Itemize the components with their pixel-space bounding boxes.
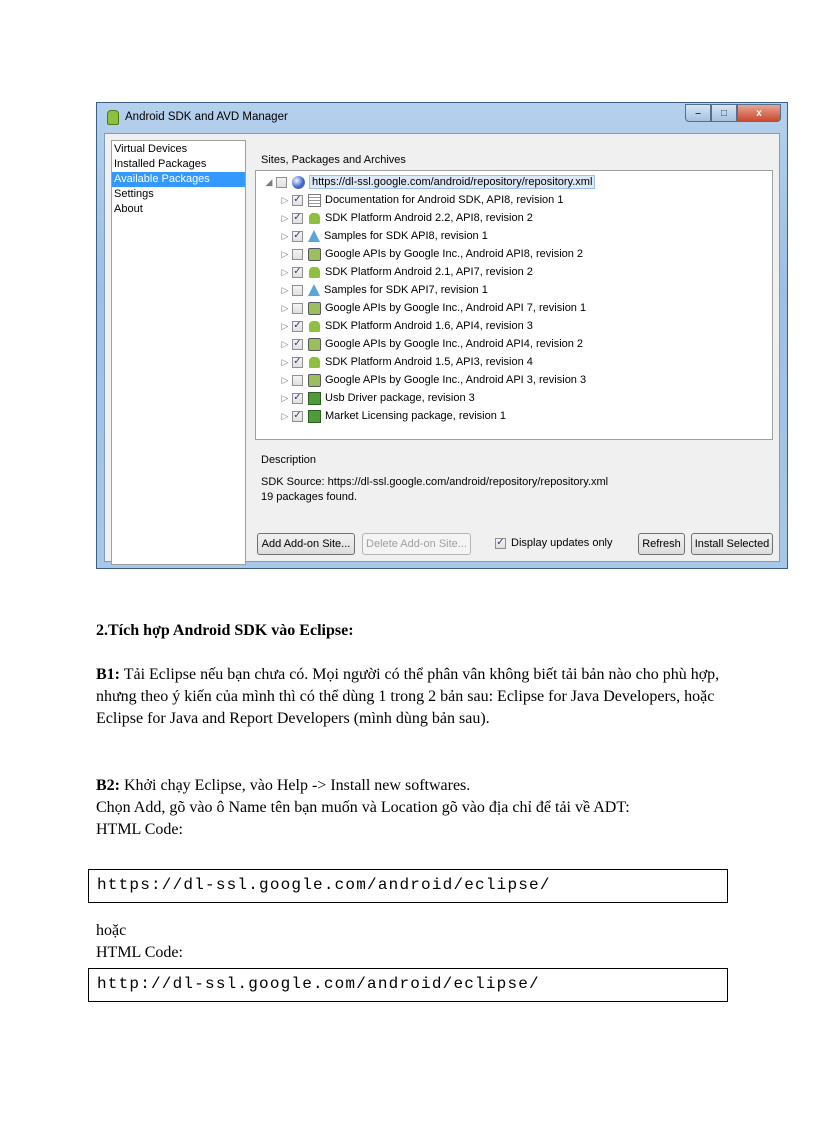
package-checkbox[interactable]: ✓ [293,212,302,223]
nav-list [111,140,246,565]
step-1-text: Tải Eclipse nếu bạn chưa có. Mọi người có thể phân vân không biết tải bản nào cho phù hợp, nhưng theo ý kiến của mình thì có thể dùng 1 trong 2 bản sau: Eclipse for Java Developers, hoặc Eclipse for Java and Report Developers (mình dùng bản sau). [96,666,720,727]
step-1-paragraph [96,664,746,730]
expand-icon[interactable]: ▷ [281,410,289,421]
package-label: Documentation for Android SDK, API8, revision 1 [325,194,564,206]
nav-item-installed-packages[interactable]: Installed Packages [114,158,207,170]
package-checkbox[interactable] [292,249,303,260]
section-heading: 2.Tích hợp Android SDK vào Eclipse: [96,622,354,639]
description-label: Description [261,454,317,466]
package-label: SDK Platform Android 2.1, API7, revision 2 [325,266,533,278]
step-2-label: B2: [96,777,120,794]
tree-root-row[interactable] [262,173,595,191]
step-2-paragraph [96,775,746,841]
expand-icon[interactable]: ▷ [281,392,289,403]
package-row[interactable] [278,227,488,245]
package-row[interactable] [278,407,506,425]
display-updates-checkbox[interactable]: ✓ [496,537,505,548]
action-bar [255,533,781,557]
package-row[interactable] [278,281,488,299]
description-text [261,475,608,505]
package-row[interactable] [278,263,533,281]
title-bar[interactable] [97,103,787,131]
package-row[interactable] [278,335,583,353]
expand-icon[interactable]: ▷ [281,230,289,241]
package-row[interactable] [278,371,586,389]
android-icon [309,212,320,223]
android-icon [309,266,320,277]
alternate-paragraph [96,920,746,964]
package-row[interactable] [278,353,533,371]
package-label: Google APIs by Google Inc., Android API8, revision 2 [325,248,584,260]
package-checkbox[interactable] [292,303,303,314]
package-checkbox[interactable]: ✓ [293,338,302,349]
add-addon-site-button[interactable]: Add Add-on Site... [257,533,355,555]
document-icon [308,194,321,207]
display-updates-toggle[interactable] [495,537,613,549]
step-1-label: B1: [96,666,120,683]
package-row[interactable] [278,209,533,227]
html-code-label-1: HTML Code: [96,821,183,838]
expand-icon[interactable]: ▷ [281,212,289,223]
package-row[interactable] [278,191,563,209]
nav-item-about[interactable]: About [114,203,143,215]
window-client [104,133,780,562]
window-controls [685,104,781,122]
package-label: Samples for SDK API7, revision 1 [324,284,488,296]
package-icon [308,410,321,423]
package-row[interactable] [278,317,533,335]
expand-icon[interactable]: ▷ [281,194,289,205]
package-checkbox[interactable]: ✓ [293,194,302,205]
or-text: hoặc [96,922,127,939]
root-checkbox[interactable] [276,177,287,188]
expand-icon[interactable]: ▷ [281,284,289,295]
package-checkbox[interactable]: ✓ [293,230,302,241]
package-label: Google APIs by Google Inc., Android API 7, revision 1 [325,302,587,314]
nav-item-virtual-devices[interactable]: Virtual Devices [114,143,188,155]
nav-item-available-packages[interactable]: Available Packages [112,172,245,187]
package-checkbox[interactable]: ✓ [293,266,302,277]
package-row[interactable] [278,245,583,263]
step-2-line-2: Chọn Add, gõ vào ô Name tên bạn muốn và Location gõ vào địa chỉ để tải về ADT: [96,799,630,816]
collapse-icon[interactable]: ◢ [265,176,273,187]
expand-icon[interactable]: ▷ [281,356,289,367]
package-checkbox[interactable] [292,375,303,386]
install-selected-button[interactable]: Install Selected [691,533,773,555]
expand-icon[interactable]: ▷ [281,266,289,277]
globe-icon [292,176,305,189]
display-updates-label: Display updates only [511,537,613,549]
google-api-icon [308,374,321,387]
package-checkbox[interactable]: ✓ [293,410,302,421]
android-app-icon [107,110,119,125]
refresh-button[interactable]: Refresh [638,533,685,555]
root-label: https://dl-ssl.google.com/android/repository/repository.xml [309,175,595,189]
sdk-source-text: SDK Source: https://dl-ssl.google.com/android/repository/repository.xml [261,476,609,488]
flask-icon [308,284,320,296]
package-icon [308,392,321,405]
package-label: Google APIs by Google Inc., Android API4, revision 2 [325,338,584,350]
sdk-manager-window [96,102,788,569]
package-label: Usb Driver package, revision 3 [325,392,475,404]
google-api-icon [308,338,321,351]
expand-icon[interactable]: ▷ [281,374,289,385]
package-label: SDK Platform Android 1.5, API3, revision 4 [325,356,533,368]
package-label: Samples for SDK API8, revision 1 [324,230,488,242]
nav-item-settings[interactable]: Settings [114,188,154,200]
code-block-2[interactable]: http://dl-ssl.google.com/android/eclipse/ [88,968,728,1002]
package-tree[interactable] [255,170,773,440]
flask-icon [308,230,320,242]
expand-icon[interactable]: ▷ [281,302,289,313]
expand-icon[interactable]: ▷ [281,338,289,349]
step-2-text: Khởi chạy Eclipse, vào Help -> Install new softwares. [120,777,471,794]
packages-pane [255,140,781,565]
android-icon [309,356,320,367]
group-label: Sites, Packages and Archives [261,154,406,166]
package-count-text: 19 packages found. [261,491,358,503]
html-code-label-2: HTML Code: [96,944,183,961]
close-button[interactable]: x [737,104,781,122]
google-api-icon [308,248,321,261]
minimize-button[interactable]: – [685,104,711,122]
package-label: SDK Platform Android 2.2, API8, revision 2 [325,212,533,224]
google-api-icon [308,302,321,315]
package-row[interactable] [278,389,475,407]
window-title: Android SDK and AVD Manager [125,111,288,123]
package-checkbox[interactable]: ✓ [293,392,302,403]
code-block-1[interactable]: https://dl-ssl.google.com/android/eclipse/ [88,869,728,903]
package-label: Market Licensing package, revision 1 [325,410,506,422]
maximize-button[interactable]: □ [711,104,737,122]
expand-icon[interactable]: ▷ [281,320,289,331]
package-row[interactable] [278,299,586,317]
package-label: Google APIs by Google Inc., Android API 3, revision 3 [325,374,587,386]
package-label: SDK Platform Android 1.6, API4, revision 3 [325,320,533,332]
package-checkbox[interactable]: ✓ [293,356,302,367]
delete-addon-site-button[interactable]: Delete Add-on Site... [362,533,471,555]
android-icon [309,320,320,331]
package-checkbox[interactable] [292,285,303,296]
package-checkbox[interactable]: ✓ [293,320,302,331]
expand-icon[interactable]: ▷ [281,248,289,259]
